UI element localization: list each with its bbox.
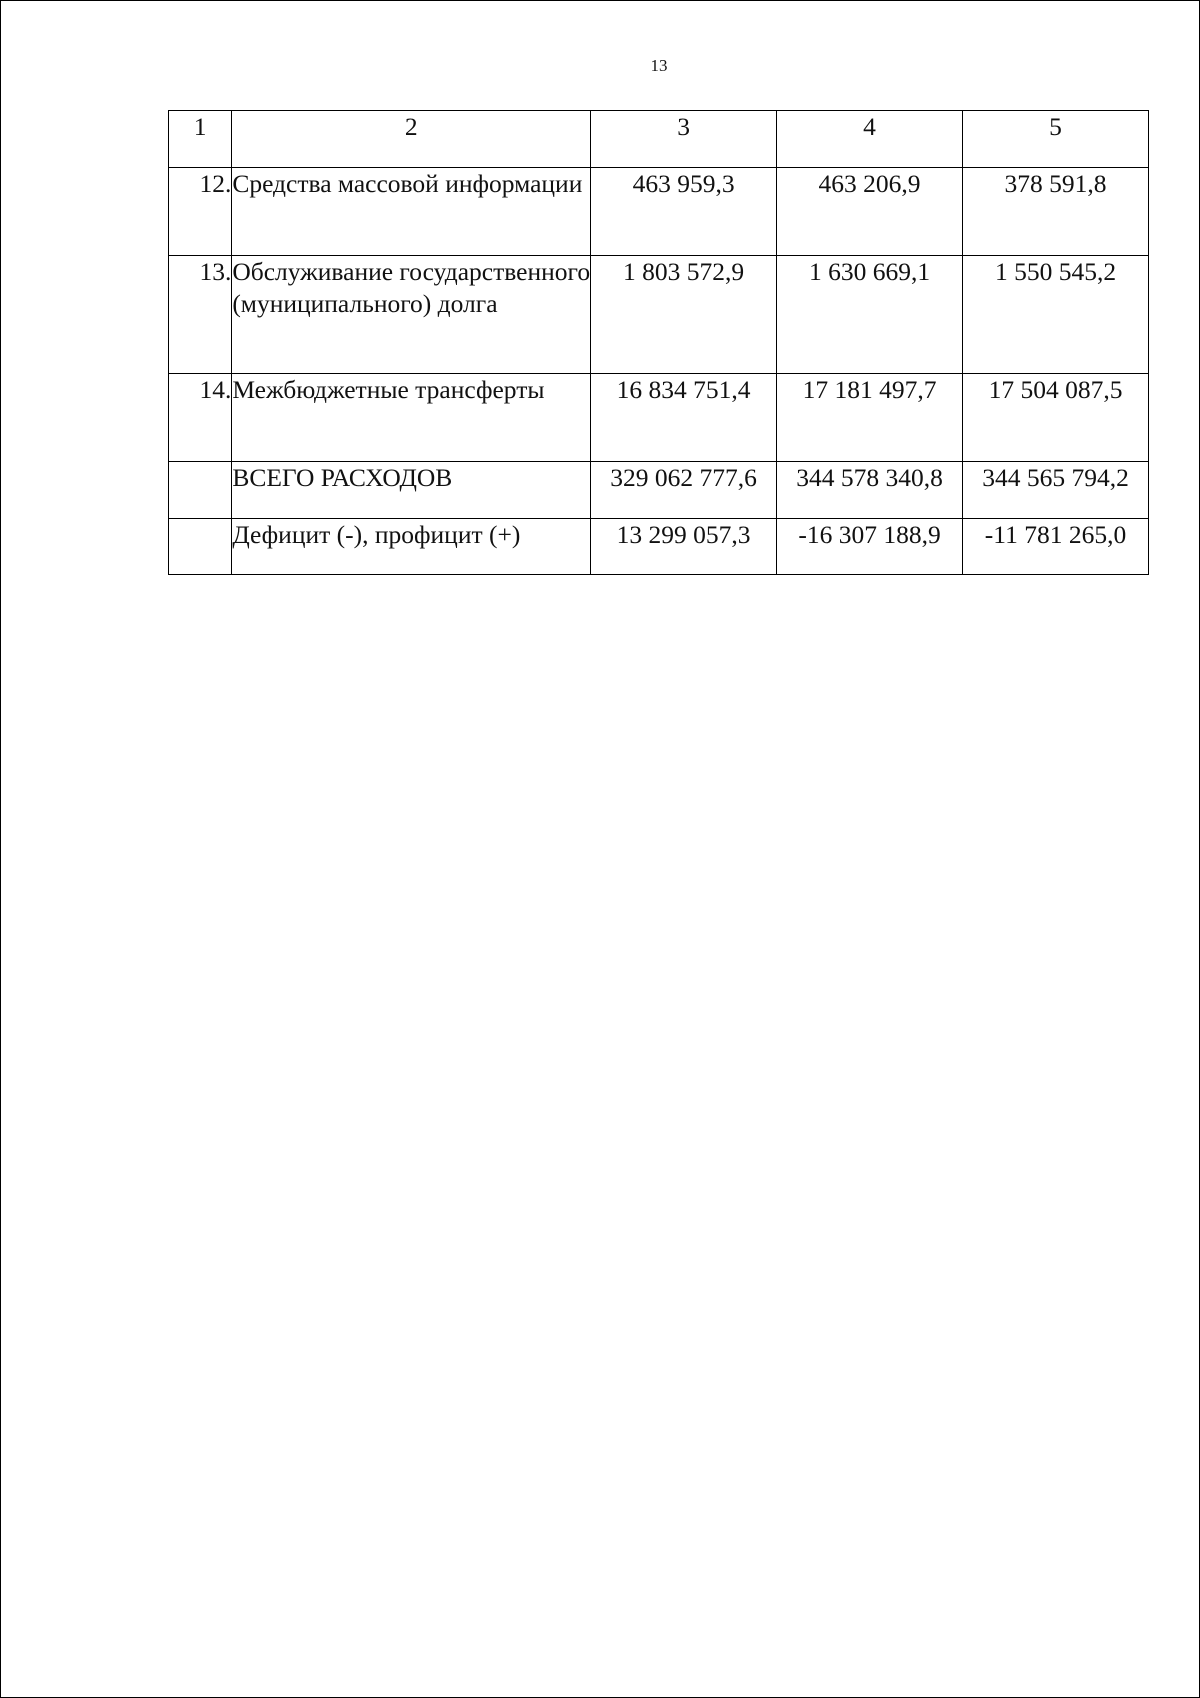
row-value-col4: 463 206,9 bbox=[777, 168, 963, 256]
table-row bbox=[169, 256, 1149, 374]
budget-table bbox=[168, 110, 1149, 575]
table-row bbox=[169, 168, 1149, 256]
row-number: 12. bbox=[169, 168, 232, 256]
column-header: 3 bbox=[591, 111, 777, 168]
row-value-col3: 16 834 751,4 bbox=[591, 374, 777, 462]
row-number bbox=[169, 519, 232, 575]
row-name: ВСЕГО РАСХОДОВ bbox=[232, 462, 591, 519]
column-header: 2 bbox=[232, 111, 591, 168]
row-value-col3: 329 062 777,6 bbox=[591, 462, 777, 519]
row-value-col4: 1 630 669,1 bbox=[777, 256, 963, 374]
row-value-col5: -11 781 265,0 bbox=[963, 519, 1149, 575]
table-header-row bbox=[169, 111, 1149, 168]
row-name: Дефицит (-), профицит (+) bbox=[232, 519, 591, 575]
deficit-row bbox=[169, 519, 1149, 575]
column-header: 1 bbox=[169, 111, 232, 168]
column-header: 4 bbox=[777, 111, 963, 168]
row-value-col4: 344 578 340,8 bbox=[777, 462, 963, 519]
row-value-col5: 378 591,8 bbox=[963, 168, 1149, 256]
row-value-col3: 463 959,3 bbox=[591, 168, 777, 256]
total-row bbox=[169, 462, 1149, 519]
row-value-col5: 1 550 545,2 bbox=[963, 256, 1149, 374]
row-number: 13. bbox=[169, 256, 232, 374]
row-value-col3: 13 299 057,3 bbox=[591, 519, 777, 575]
row-name: Обслуживание государственного (муниципального) долга bbox=[232, 256, 591, 374]
page-number: 13 bbox=[650, 56, 668, 75]
row-number bbox=[169, 462, 232, 519]
row-value-col5: 344 565 794,2 bbox=[963, 462, 1149, 519]
row-name: Средства массовой информации bbox=[232, 168, 591, 256]
row-value-col4: -16 307 188,9 bbox=[777, 519, 963, 575]
row-value-col5: 17 504 087,5 bbox=[963, 374, 1149, 462]
row-value-col4: 17 181 497,7 bbox=[777, 374, 963, 462]
row-value-col3: 1 803 572,9 bbox=[591, 256, 777, 374]
table-row bbox=[169, 374, 1149, 462]
row-name: Межбюджетные трансферты bbox=[232, 374, 591, 462]
column-header: 5 bbox=[963, 111, 1149, 168]
row-number: 14. bbox=[169, 374, 232, 462]
